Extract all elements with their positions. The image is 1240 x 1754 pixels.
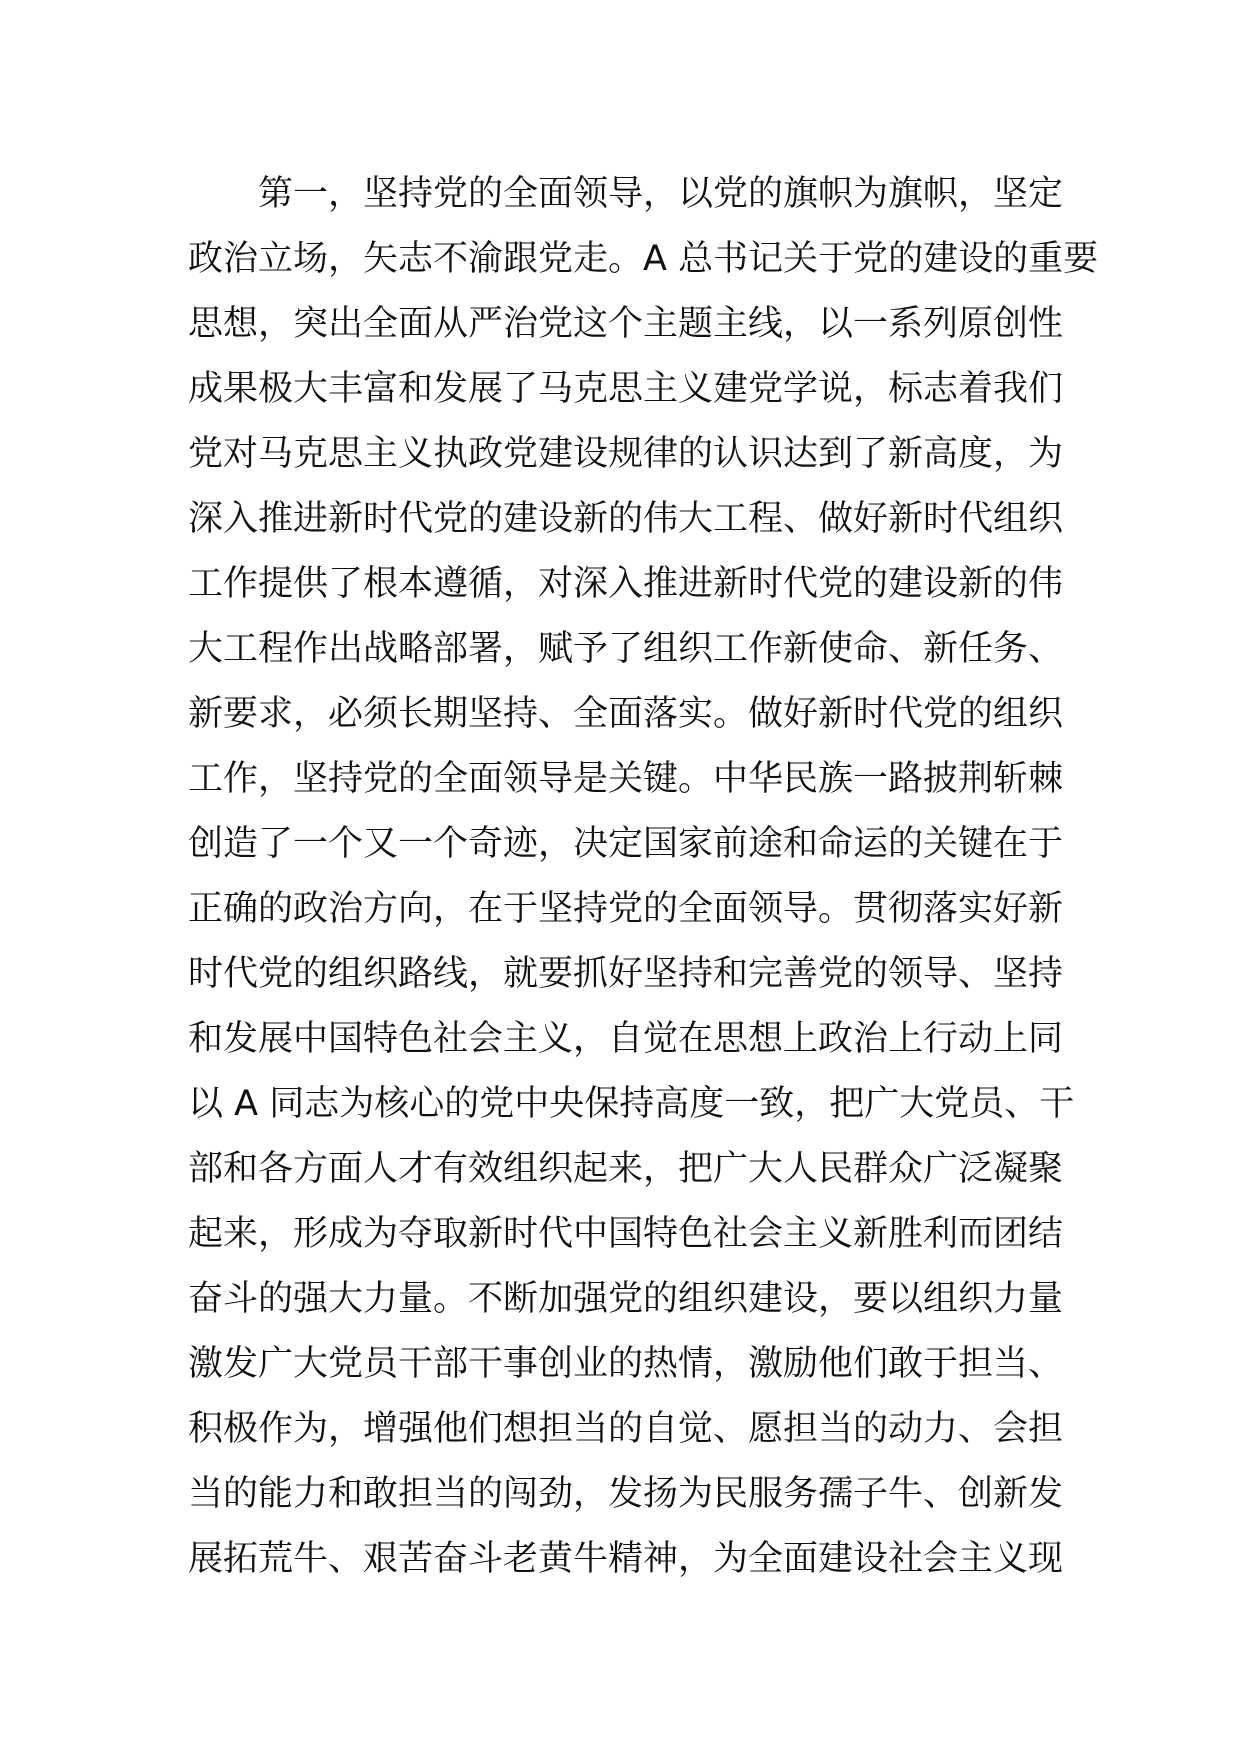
paragraph-line: 部和各方面人才有效组织起来，把广大人民群众广泛凝聚 [188,1149,1064,1189]
paragraph-line: 创造了一个又一个奇迹，决定国家前途和命运的关键在于 [188,824,1064,864]
paragraph-line: 积极作为，增强他们想担当的自觉、愿担当的动力、会担 [188,1409,1064,1449]
paragraph-line: 正确的政治方向，在于坚持党的全面领导。贯彻落实好新 [188,889,1064,929]
paragraph-line: 当的能力和敢担当的闯劲，发扬为民服务孺子牛、创新发 [188,1474,1064,1514]
paragraph-line: 成果极大丰富和发展了马克思主义建党学说，标志着我们 [188,369,1064,409]
paragraph-line: 党对马克思主义执政党建设规律的认识达到了新高度，为 [188,434,1064,474]
paragraph-line: 第一，坚持党的全面领导，以党的旗帜为旗帜，坚定 [258,174,1064,214]
paragraph-line: 大工程作出战略部署，赋予了组织工作新使命、新任务、 [188,629,1064,669]
paragraph-line: 激发广大党员干部干事创业的热情，激励他们敢于担当、 [188,1344,1064,1384]
paragraph-line: 思想，突出全面从严治党这个主题主线，以一系列原创性 [188,304,1064,344]
paragraph-line: 以 A 同志为核心的党中央保持高度一致，把广大党员、干 [188,1084,1075,1124]
body-paragraph [188,162,1099,1592]
paragraph-line: 时代党的组织路线，就要抓好坚持和完善党的领导、坚持 [188,954,1064,994]
paragraph-line: 和发展中国特色社会主义，自觉在思想上政治上行动上同 [188,1019,1064,1059]
paragraph-line: 政治立场，矢志不渝跟党走。A 总书记关于党的建设的重要 [188,239,1099,279]
paragraph-line: 工作，坚持党的全面领导是关键。中华民族一路披荆斩棘 [188,759,1064,799]
paragraph-line: 展拓荒牛、艰苦奋斗老黄牛精神，为全面建设社会主义现 [188,1539,1064,1579]
paragraph-line: 奋斗的强大力量。不断加强党的组织建设，要以组织力量 [188,1279,1064,1319]
paragraph-line: 起来，形成为夺取新时代中国特色社会主义新胜利而团结 [188,1214,1064,1254]
paragraph-line: 深入推进新时代党的建设新的伟大工程、做好新时代组织 [188,499,1064,539]
paragraph-line: 工作提供了根本遵循，对深入推进新时代党的建设新的伟 [188,564,1064,604]
paragraph-line: 新要求，必须长期坚持、全面落实。做好新时代党的组织 [188,694,1064,734]
